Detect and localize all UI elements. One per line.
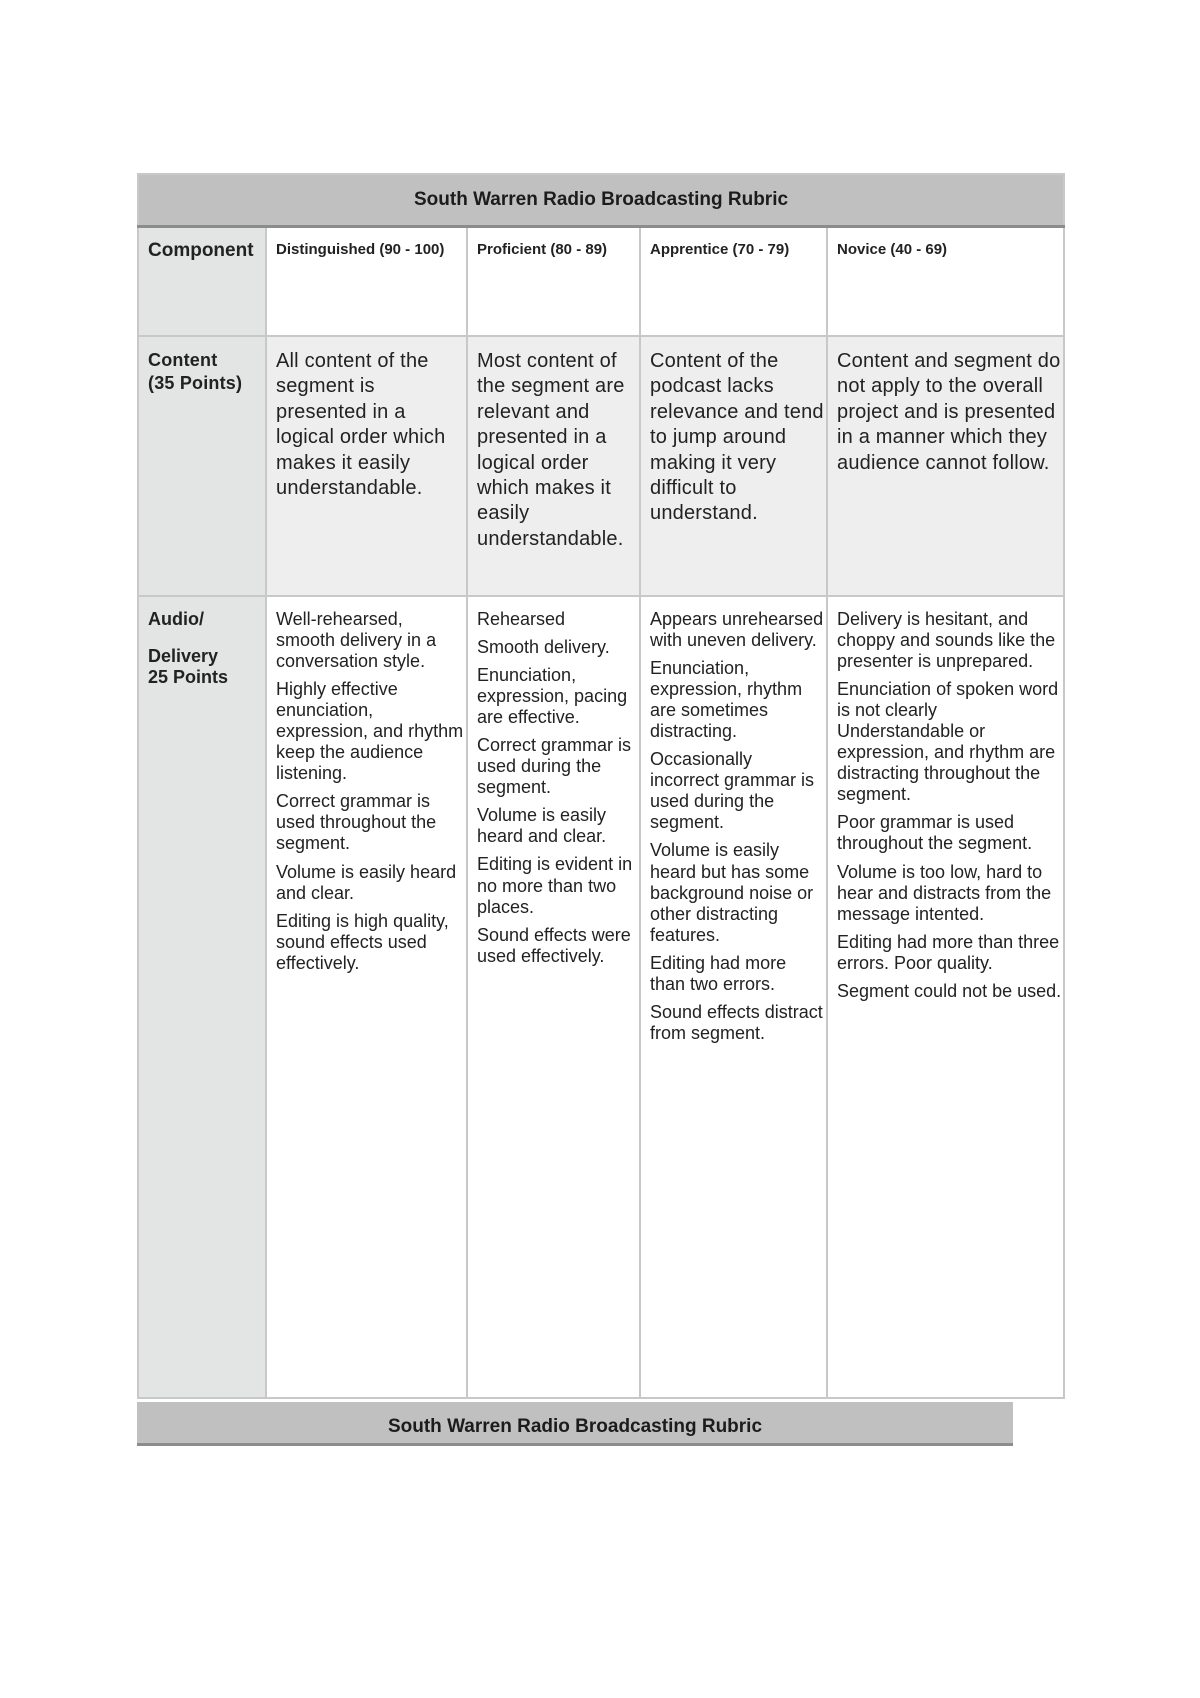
criterion-text: Highly effective enunciation, expression, and rhythm keep the audience listening. — [276, 679, 464, 784]
content-label-line1: Content — [148, 350, 218, 370]
criterion-text: Rehearsed — [477, 609, 566, 629]
audio-proficient-cell — [467, 596, 640, 1398]
content-label — [138, 336, 266, 596]
criterion-text: Enunciation, expression, rhythm are sometimes distracting. — [650, 658, 803, 742]
criterion-text: Segment could not be used. — [837, 980, 1062, 1001]
criterion-text: Appears unrehearsed with uneven delivery. — [650, 609, 824, 651]
rubric-title: South Warren Radio Broadcasting Rubric — [138, 174, 1064, 227]
level-novice: Novice (40 - 69) — [827, 227, 1064, 337]
criterion-text: Well-rehearsed, smooth delivery in a conversation style. — [276, 609, 437, 672]
criterion-text: Editing had more than two errors. — [650, 952, 787, 994]
criterion-text: Enunciation, expression, pacing are effective. — [477, 665, 628, 728]
criterion-text: Delivery is hesitant, and choppy and sounds like the presenter is unprepared. — [837, 609, 1056, 672]
criterion-text: Sound effects distract from segment. — [650, 1001, 823, 1043]
criterion-text: Poor grammar is used throughout the segment. — [837, 812, 1033, 854]
audio-label-line1: Audio/ — [148, 609, 204, 629]
content-label-line2: (35 Points) — [148, 372, 243, 393]
audio-novice-cell — [827, 596, 1064, 1398]
criterion-text: Editing is evident in no more than two places. — [477, 854, 633, 917]
content-proficient-cell: Most content of the segment are relevant and presented in a logical order which makes it easily understandable. — [467, 336, 640, 596]
criterion-text: Correct grammar is used during the segment. — [477, 735, 632, 798]
criterion-text: Occasionally incorrect grammar is used during the segment. — [650, 749, 815, 833]
second-rubric-title: South Warren Radio Broadcasting Rubric — [137, 1402, 1013, 1446]
criterion-text: Editing had more than three errors. Poor quality. — [837, 931, 1060, 973]
content-novice-cell: Content and segment do not apply to the overall project and is presented in a manner which they audience cannot follow. — [827, 336, 1064, 596]
content-apprentice-cell: Content of the podcast lacks relevance and tend to jump around making it very difficult to understand. — [640, 336, 827, 596]
criterion-text: Volume is easily heard but has some background noise or other distracting features. — [650, 840, 814, 945]
level-proficient: Proficient (80 - 89) — [467, 227, 640, 337]
criterion-text: Volume is easily heard and clear. — [477, 805, 607, 847]
criterion-text: Volume is easily heard and clear. — [276, 861, 457, 903]
level-distinguished: Distinguished (90 - 100) — [266, 227, 467, 337]
component-header: Component — [138, 227, 266, 337]
criterion-text: Editing is high quality, sound effects used effectively. — [276, 910, 449, 973]
content-distinguished-cell: All content of the segment is presented in a logical order which makes it easily understandable. — [266, 336, 467, 596]
audio-delivery-row — [138, 596, 1064, 1398]
header-row — [138, 227, 1064, 337]
rubric-table — [137, 173, 1065, 1399]
audio-label-line2: Delivery — [148, 646, 219, 667]
criterion-text: Correct grammar is used throughout the segment. — [276, 791, 437, 854]
criterion-text: Sound effects were used effectively. — [477, 924, 631, 966]
audio-label-line3: 25 Points — [148, 667, 229, 688]
audio-distinguished-cell — [266, 596, 467, 1398]
criterion-text: Enunciation of spoken word is not clearly Understandable or expression, and rhythm are distracting throughout the segment. — [837, 679, 1059, 805]
criterion-text: Volume is too low, hard to hear and distracts from the message intented. — [837, 861, 1052, 924]
rubric-title-row — [138, 174, 1064, 227]
content-row — [138, 336, 1064, 596]
criterion-text: Smooth delivery. — [477, 637, 610, 658]
audio-apprentice-cell — [640, 596, 827, 1398]
audio-label — [138, 596, 266, 1398]
level-apprentice: Apprentice (70 - 79) — [640, 227, 827, 337]
